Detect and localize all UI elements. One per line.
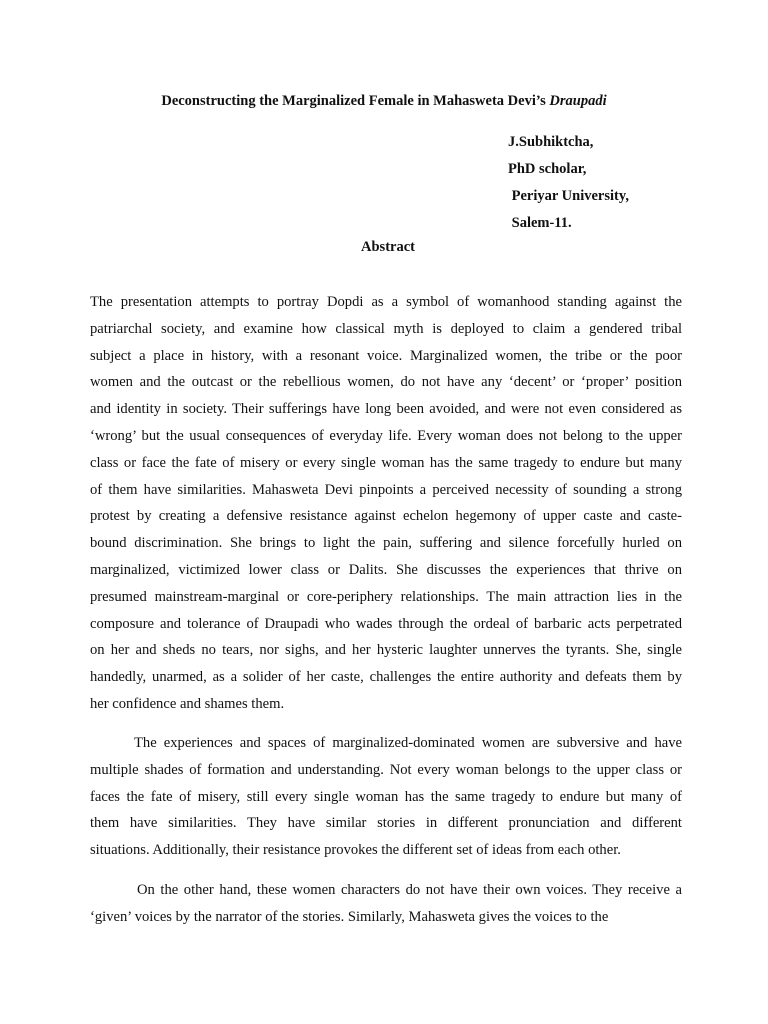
text-line: protest by creating a defensive resistance against echelon hegemony of upper caste and caste- xyxy=(90,508,682,525)
text-line: multiple shades of formation and understanding. Not every woman belongs to the upper class or xyxy=(90,761,682,778)
abstract-heading: Abstract xyxy=(361,239,415,255)
text-line: of them have similarities. Mahasweta Devi pinpoints a perceived necessity of sounding a strong xyxy=(90,481,682,498)
author-university: Periyar University, xyxy=(508,188,629,204)
text-line: The experiences and spaces of marginalized-dominated women are subversive and have xyxy=(134,735,682,751)
text-line: class or face the fate of misery or every single woman has the same tragedy to endure but many xyxy=(90,454,682,471)
abstract-paragraph-3 xyxy=(90,877,682,931)
text-line: and identity in society. Their sufferings have long been avoided, and were not even considered as xyxy=(90,401,682,418)
text-line: on her and sheds no tears, nor sighs, and her hysteric laughter unnerves the tyrants. She, single xyxy=(90,642,682,659)
text-line: them have similarities. They have similar stories in different pronunciation and different xyxy=(90,815,682,832)
paper-title xyxy=(0,93,768,110)
text-line: handedly, unarmed, as a solider of her caste, challenges the entire authority and defeats them by xyxy=(90,669,682,686)
text-line: composure and tolerance of Draupadi who wades through the ordeal of barbaric acts perpetrated xyxy=(90,615,682,632)
author-city: Salem-11. xyxy=(508,215,572,231)
text-line: situations. Additionally, their resistance provokes the different set of ideas from each other. xyxy=(90,842,621,859)
text-line: bound discrimination. She brings to light the pain, suffering and silence forcefully hurled on xyxy=(90,535,682,552)
text-line: ‘given’ voices by the narrator of the stories. Similarly, Mahasweta gives the voices to the xyxy=(90,908,609,925)
author-name: J.Subhiktcha, xyxy=(508,134,594,150)
text-line: faces the fate of misery, still every single woman has the same tragedy to endure but many of xyxy=(90,788,682,805)
abstract-paragraph-2 xyxy=(90,730,682,864)
text-line: On the other hand, these women characters do not have their own voices. They receive a xyxy=(137,882,682,898)
text-line: marginalized, victimized lower class or Dalits. She discusses the experiences that thrive on xyxy=(90,561,682,578)
text-line: The presentation attempts to portray Dopdi as a symbol of womanhood standing against the xyxy=(90,294,682,310)
paper-title-italic: Draupadi xyxy=(549,93,607,109)
abstract-paragraph-1 xyxy=(90,289,682,718)
text-line: ‘wrong’ but the usual consequences of everyday life. Every woman does not belong to the upper xyxy=(90,427,682,444)
text-line: presumed mainstream-marginal or core-periphery relationships. The main attraction lies in the xyxy=(90,588,682,605)
text-line: subject a place in history, with a resonant voice. Marginalized women, the tribe or the poor xyxy=(90,347,682,364)
text-line: her confidence and shames them. xyxy=(90,695,285,712)
author-role: PhD scholar, xyxy=(508,161,587,177)
author-block xyxy=(508,133,629,241)
paper-title-main: Deconstructing the Marginalized Female in Mahasweta Devi’s xyxy=(161,93,550,109)
text-line: women and the outcast or the rebellious women, do not have any ‘decent’ or ‘proper’ position xyxy=(90,374,682,391)
text-line: patriarchal society, and examine how classical myth is deployed to claim a gendered tribal xyxy=(90,320,682,337)
